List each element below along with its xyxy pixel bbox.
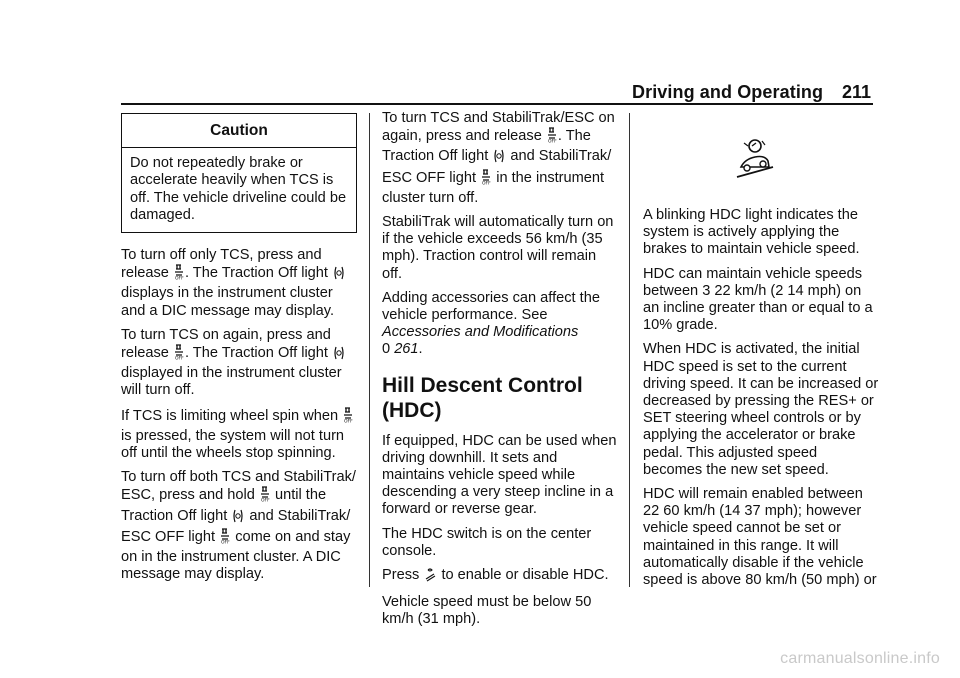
- svg-text:OFF: OFF: [221, 540, 230, 544]
- svg-text:OFF: OFF: [482, 181, 491, 185]
- paragraph: A blinking HDC light indicates the system is actively applying the brakes to maintain vehicle speed.: [643, 207, 860, 258]
- cross-reference-link[interactable]: Accessories and Modifications: [382, 324, 579, 341]
- paragraph: StabiliTrak will automatically turn on if the vehicle exceeds 56 km/h (35 mph). Traction control will remain off.: [382, 214, 614, 282]
- paragraph: If TCS is limiting wheel spin when OFF is pressed, the system will not turn off until the wheels stop spinning.: [121, 407, 353, 462]
- caution-box: [121, 113, 357, 233]
- cross-reference-page[interactable]: 261: [394, 341, 419, 358]
- paragraph: Press to enable or disable HDC.: [382, 567, 618, 587]
- tcs-off-button-icon: [343, 407, 353, 428]
- paragraph: HDC will remain enabled between 22 60 km/h (14 37 mph); however vehicle speed cannot be set or maintained in this range. It will automatically disable if the vehicle speed is above 80 km/h (50 mph) or: [643, 486, 877, 589]
- caution-text: Do not repeatedly brake or accelerate heavily when TCS is off. The vehicle driveline could be damaged.: [130, 155, 347, 223]
- paragraph: To turn TCS and StabiliTrak/ESC on again, press and release OFF . The Traction Off light and StabiliTrak/ ESC OFF light OFF in the instrument cluster turn off.: [382, 110, 615, 206]
- esc-off-light-icon: [220, 528, 230, 549]
- svg-text:OFF: OFF: [344, 419, 353, 423]
- paragraph: The HDC switch is on the center console.: [382, 525, 592, 559]
- paragraph: To turn off both TCS and StabiliTrak/ ESC, press and hold OFF until the Traction Off light and StabiliTrak/ ESC OFF light OFF come on and stay on in the instrument cluster. A DIC message may display.: [121, 469, 356, 583]
- svg-text:OFF: OFF: [174, 276, 184, 281]
- page-number: 211: [842, 82, 872, 102]
- page-header-title: Driving and Operating: [632, 82, 824, 102]
- tcs-off-button-icon: [260, 486, 270, 507]
- watermark: carmanualsonline.info: [780, 650, 940, 667]
- hdc-indicator-icon: [735, 137, 775, 181]
- page-ref-arrow: 0: [382, 341, 391, 358]
- tcs-off-button-icon: [174, 344, 184, 365]
- column-2: [382, 110, 618, 636]
- paragraph: When HDC is activated, the initial HDC speed is set to the current driving speed. It can be increased or decreased by pressing the RES+ or SET steering wheel controls or by applying the accelerator or brake pedal. This adjusted speed becomes the new set speed.: [643, 341, 879, 478]
- traction-off-light-icon: [493, 149, 505, 168]
- traction-off-light-icon: [333, 346, 345, 365]
- traction-off-light-icon: [333, 266, 345, 285]
- paragraph: To turn off only TCS, press and release OFF . The Traction Off light displays in the instrument cluster and a DIC message may display.: [121, 247, 357, 320]
- caution-title: Caution: [122, 114, 356, 148]
- header-divider: [121, 103, 873, 105]
- esc-off-light-icon: [481, 169, 491, 190]
- paragraph: To turn TCS on again, press and release OFF . The Traction Off light displayed in the instrument cluster will turn off.: [121, 327, 357, 400]
- svg-text:OFF: OFF: [260, 498, 270, 503]
- paragraph: HDC can maintain vehicle speeds between 3 22 km/h (2 14 mph) on an incline greater than or equal to a 10% grade.: [643, 265, 873, 334]
- paragraph: If equipped, HDC can be used when driving downhill. It sets and maintains vehicle speed while descending a very steep incline in a forward or reverse gear.: [382, 432, 617, 518]
- svg-text:OFF: OFF: [174, 356, 184, 361]
- column-3: [643, 113, 879, 596]
- traction-off-light-icon: [232, 509, 244, 528]
- hdc-switch-icon: [424, 567, 436, 587]
- section-heading: Hill Descent Control (HDC): [382, 373, 583, 422]
- column-1: [121, 113, 357, 590]
- column-divider: [629, 113, 630, 587]
- column-divider: [369, 113, 370, 587]
- paragraph: Vehicle speed must be below 50 km/h (31 mph).: [382, 594, 592, 628]
- tcs-off-button-icon: [547, 127, 557, 148]
- svg-text:OFF: OFF: [547, 139, 557, 144]
- paragraph: Adding accessories can affect the vehicle performance. See Accessories and Modifications 0 261.: [382, 289, 600, 358]
- tcs-off-button-icon: [174, 264, 184, 285]
